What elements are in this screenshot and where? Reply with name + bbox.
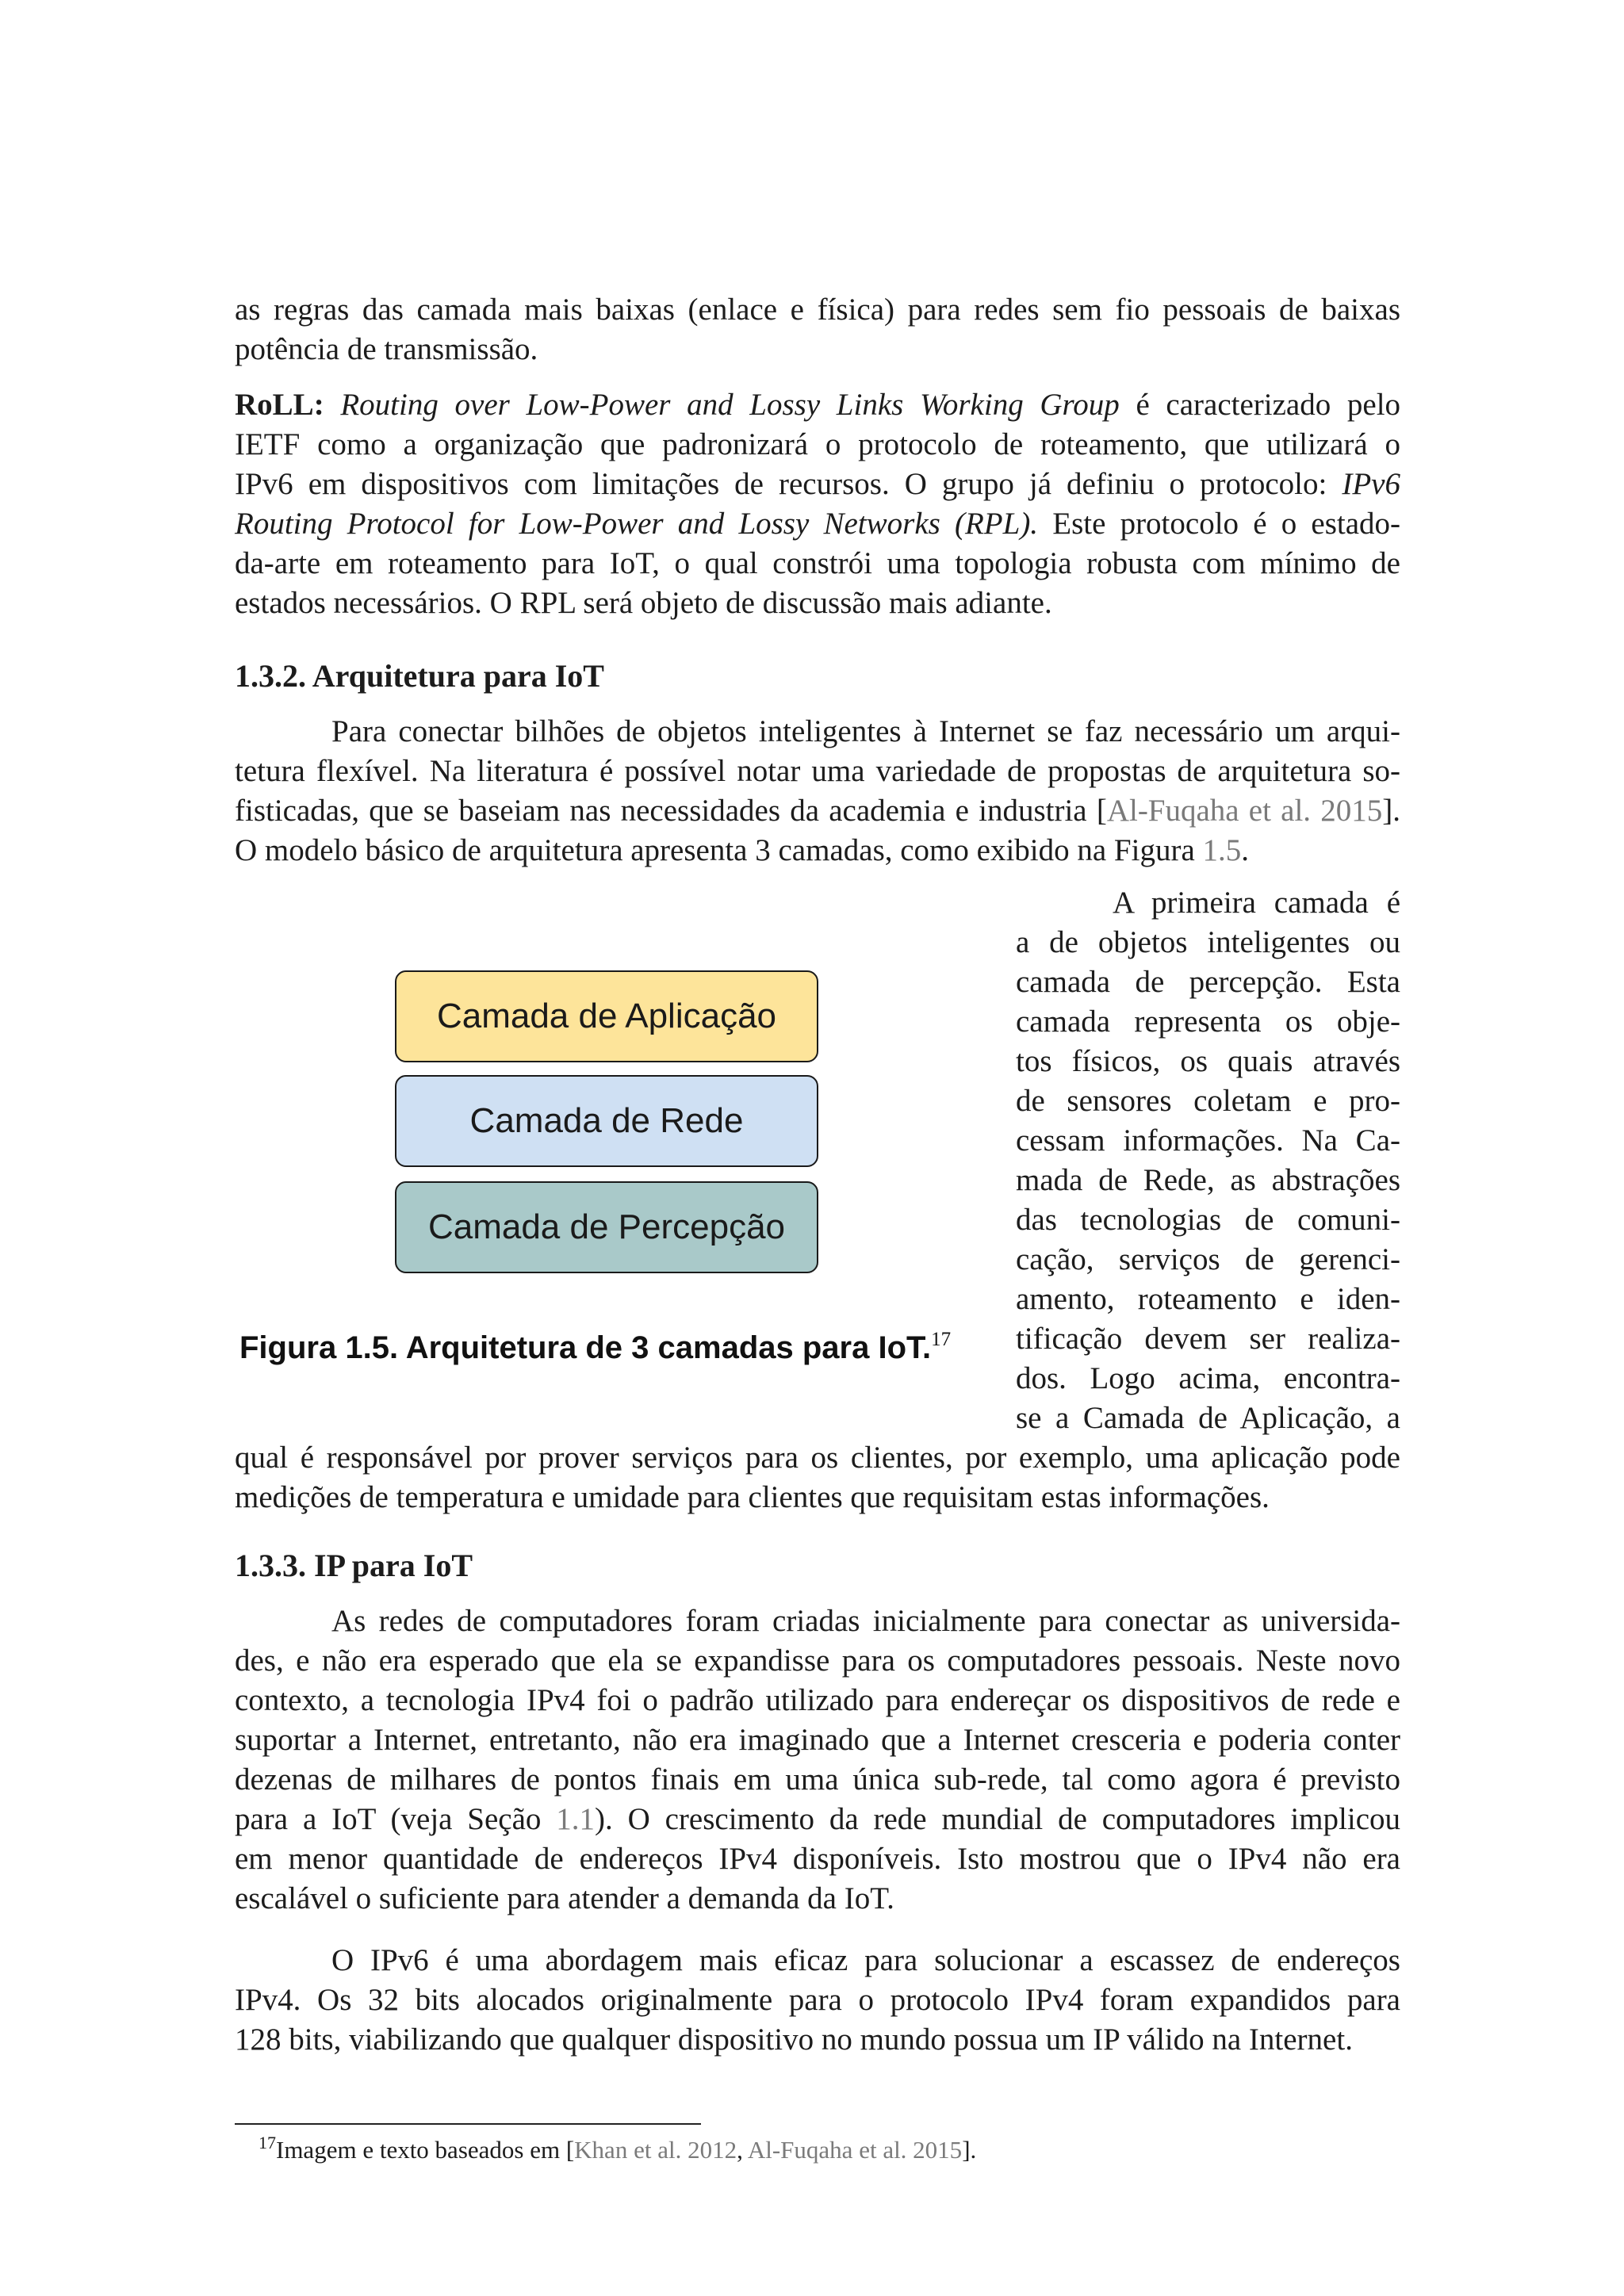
text-line: cessam informações. Na Ca- (1016, 1123, 1400, 1158)
text-line: tificação devem ser realiza- (1016, 1322, 1400, 1356)
text-line: des, e não era esperado que ela se expandisse para os computadores pessoais. Neste novo (235, 1644, 1400, 1678)
text-line: RoLL: Routing over Low-Power and Lossy Links Working Group é caracterizado pelo (235, 388, 1401, 422)
text-line: fisticadas, que se baseiam nas necessidades da academia e industria [Al-Fuqaha et al. 2015]. (235, 794, 1400, 828)
intro-paragraph (235, 290, 1400, 369)
text-line: das tecnologias de comuni- (1016, 1203, 1400, 1237)
section-heading-1-3-3: 1.3.3. IP para IoT (235, 1548, 473, 1583)
citation-link[interactable]: Al-Fuqaha et al. 2015 (747, 2136, 963, 2164)
text-line: tos físicos, os quais através (1016, 1044, 1400, 1078)
text-line: 128 bits, viabilizando que qualquer dispositivo no mundo possua um IP válido na Internet. (235, 2022, 1353, 2057)
citation-link[interactable]: Khan et al. 2012 (574, 2136, 737, 2164)
figure-caption: Figura 1.5. Arquitetura de 3 camadas para IoT.$^{17}$ (239, 1329, 952, 1365)
roll-paragraph (235, 385, 1400, 623)
text-line: se a Camada de Aplicação, a (1016, 1401, 1400, 1435)
text-line: de sensores coletam e pro- (1016, 1084, 1400, 1118)
layer-perception: Camada de Percepção (395, 1181, 818, 1273)
text-line: medições de temperatura e umidade para clientes que requisitam estas informações. (235, 1480, 1270, 1514)
text-line: Routing Protocol for Low-Power and Lossy Networks (RPL). Este protocolo é o estado- (235, 507, 1401, 541)
text-line: tetura flexível. Na literatura é possível notar uma variedade de propostas de arquitetura so- (235, 754, 1400, 788)
text-line: amento, roteamento e iden- (1016, 1282, 1400, 1316)
layer-network: Camada de Rede (395, 1075, 818, 1167)
roll-term: RoLL: (235, 388, 324, 422)
wrapped-text-continuation (235, 1438, 1400, 1517)
text-line: dos. Logo acima, encontra- (1016, 1361, 1400, 1395)
ip-paragraph-1 (235, 1601, 1400, 1919)
text-line: cação, serviços de gerenci- (1016, 1242, 1400, 1276)
text-line: da-arte em roteamento para IoT, o qual constrói uma topologia robusta com mínimo de (235, 546, 1400, 580)
text-line: Para conectar bilhões de objetos inteligentes à Internet se faz necessário um arqui- (331, 714, 1400, 748)
footnote: $^{17}$Imagem e texto baseados em [Khan et al. 2012, Al-Fuqaha et al. 2015]. (259, 2133, 977, 2164)
figure-1-5 (235, 880, 996, 1372)
text-line: para a IoT (veja Seção 1.1). O crescimento da rede mundial de computadores implicou (235, 1802, 1400, 1836)
wrapped-text-column (1016, 883, 1400, 1438)
layer-application: Camada de Aplicação (395, 970, 818, 1062)
architecture-paragraph (235, 712, 1400, 871)
ip-paragraph-2 (235, 1941, 1400, 2060)
text-line: O IPv6 é uma abordagem mais eficaz para solucionar a escassez de endereços (331, 1943, 1400, 1977)
text-line: as regras das camada mais baixas (enlace e física) para redes sem fio pessoais de baixas (235, 293, 1400, 327)
text-line: IETF como a organização que padronizará o protocolo de roteamento, que utilizará o (235, 427, 1400, 461)
section-ref-link[interactable]: 1.1 (556, 1802, 596, 1836)
text-line: qual é responsável por prover serviços para os clientes, por exemplo, uma aplicação pode (235, 1441, 1400, 1475)
text-line: O modelo básico de arquitetura apresenta 3 camadas, como exibido na Figura 1.5. (235, 833, 1250, 867)
text-line: A primeira camada é (1113, 886, 1400, 920)
text-line: a de objetos inteligentes ou (1016, 925, 1400, 959)
text-line: potência de transmissão. (235, 332, 538, 366)
text-line: camada de percepção. Esta (1016, 965, 1400, 999)
text-line: IPv6 em dispositivos com limitações de recursos. O grupo já definiu o protocolo: IPv6 (235, 467, 1400, 501)
text-line: As redes de computadores foram criadas inicialmente para conectar as universida- (331, 1604, 1400, 1638)
text-line: IPv4. Os 32 bits alocados originalmente para o protocolo IPv4 foram expandidos para (235, 1983, 1400, 2017)
citation-link[interactable]: Al-Fuqaha et al. 2015 (1106, 794, 1383, 828)
text-line: dezenas de milhares de pontos finais em uma única sub-rede, tal como agora é previsto (235, 1762, 1400, 1797)
text-line: escalável o suficiente para atender a demanda da IoT. (235, 1881, 894, 1915)
footnote-mark[interactable]: 17 (931, 1329, 952, 1350)
text-line: suportar a Internet, entretanto, não era imaginado que a Internet cresceria e poderia conter (235, 1723, 1400, 1757)
text-line: estados necessários. O RPL será objeto de discussão mais adiante. (235, 586, 1052, 620)
section-heading-1-3-2: 1.3.2. Arquitetura para IoT (235, 658, 604, 694)
text-line: contexto, a tecnologia IPv4 foi o padrão utilizado para endereçar os dispositivos de rede e (235, 1683, 1400, 1717)
footnote-rule (235, 2123, 701, 2125)
figure-ref-link[interactable]: 1.5 (1202, 833, 1242, 867)
text-line: camada representa os obje- (1016, 1004, 1400, 1039)
text-line: mada de Rede, as abstrações (1016, 1163, 1400, 1197)
text-line: em menor quantidade de endereços IPv4 disponíveis. Isto mostrou que o IPv4 não era (235, 1842, 1400, 1876)
